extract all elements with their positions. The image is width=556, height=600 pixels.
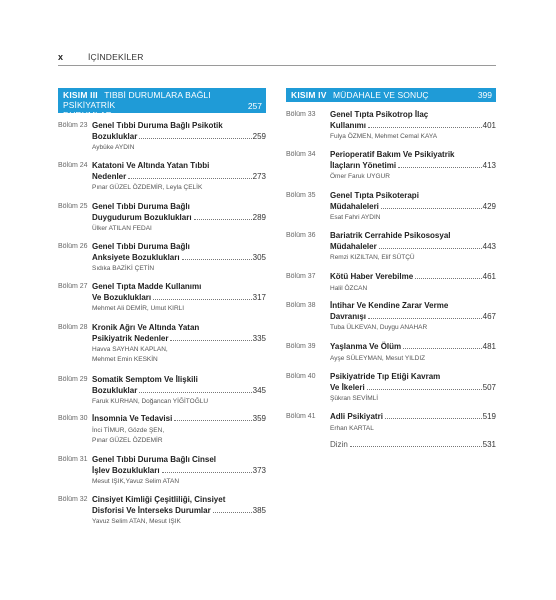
- chapter-number: Bölüm 35: [286, 192, 316, 199]
- chapter-number: Bölüm 34: [286, 151, 316, 158]
- chapter-title: [92, 242, 266, 263]
- chapter-title-line: Nedenler: [92, 171, 127, 181]
- dot-leader: [385, 418, 482, 419]
- part-4-title: MÜDAHALE VE SONUÇ: [332, 90, 429, 100]
- chapter-title: [92, 414, 266, 425]
- toc-column-right: [286, 88, 496, 449]
- chapter-title-line: Anksiyete Bozuklukları: [92, 252, 180, 262]
- chapter-page-number: 467: [482, 311, 496, 321]
- chapter-authors: Havva SAYHAN KAPLAN,: [92, 346, 168, 353]
- chapter-page-number: 461: [482, 272, 496, 281]
- chapter-title: [92, 202, 266, 223]
- part-4-heading[interactable]: [286, 88, 496, 102]
- chapter-title: [330, 231, 496, 252]
- chapter-title-line: Genel Tıbbi Duruma Bağlı Psikotik: [92, 121, 223, 130]
- chapter-authors: Halil ÖZCAN: [330, 284, 368, 292]
- index-page-number: 531: [482, 440, 496, 449]
- chapter-title: [330, 150, 496, 171]
- chapter-authors: Mehmet Ali DEMİR, Umut KIRLI: [92, 305, 185, 312]
- dot-leader: [350, 446, 482, 447]
- chapter-title: [330, 110, 496, 131]
- chapter-number: Bölüm 31: [58, 456, 88, 463]
- chapter-page-number: 259: [252, 131, 266, 141]
- chapter-title-line: Davranışı: [330, 311, 367, 321]
- chapter-page-number: 317: [252, 292, 266, 302]
- chapter-number: Bölüm 33: [286, 111, 316, 118]
- chapter-number: Bölüm 38: [286, 302, 316, 309]
- chapter-title-line: İnsomnia Ve Tedavisi: [92, 414, 173, 423]
- chapter-title: [330, 301, 496, 322]
- chapter-authors: Şükran SEVİMLİ: [330, 395, 379, 402]
- chapter-title-line: Perioperatif Bakım Ve Psikiyatrik: [330, 150, 455, 159]
- chapter-number: Bölüm 24: [58, 162, 88, 169]
- chapter-number: Bölüm 27: [58, 283, 88, 290]
- part-3-title-line1: TIBBİ DURUMLARA BAĞLI PSİKİYATRİK: [63, 90, 211, 110]
- chapter-title: [92, 323, 266, 344]
- chapter-title-line: Psikiyatrik Nedenler: [92, 333, 169, 343]
- part-3-label: KISIM III: [63, 90, 98, 100]
- chapter-title-line: Bariatrik Cerrahide Psikososyal: [330, 231, 451, 240]
- chapter-title-line: Müdahaleleri: [330, 201, 379, 211]
- dot-leader: [170, 340, 251, 341]
- chapter-authors: Mesut IŞIK,Yavuz Selim ATAN: [92, 478, 180, 485]
- chapter-number: Bölüm 41: [286, 413, 316, 420]
- chapter-authors: Fulya ÖZMEN, Mehmet Cemal KAYA: [330, 133, 438, 140]
- chapter-title-line: Kronik Ağrı Ve Altında Yatan: [92, 323, 200, 332]
- dot-leader: [398, 167, 482, 168]
- chapter-title: [330, 272, 496, 283]
- chapter-title-line: Somatik Semptom Ve İlişkili: [92, 375, 198, 384]
- chapter-number: Bölüm 23: [58, 122, 88, 129]
- part-3-title-line2: DURUMLAR: [63, 110, 112, 120]
- chapter-title-line: İlaçların Yönetimi: [330, 160, 397, 170]
- chapter-authors: Pınar GÜZEL ÖZDEMİR, Leyla ÇELİK: [92, 184, 203, 191]
- chapter-title-line: İntihar Ve Kendine Zarar Verme: [330, 301, 449, 310]
- chapter-page-number: 359: [252, 414, 266, 423]
- toc-column-left: [58, 88, 266, 525]
- chapter-page-number: 273: [252, 171, 266, 181]
- chapter-title-line: Duygudurum Bozuklukları: [92, 212, 192, 222]
- part-3-heading[interactable]: [58, 88, 266, 120]
- chapter-authors: Tuba ÜLKEVAN, Duygu ANAHAR: [330, 324, 428, 331]
- dot-leader: [368, 318, 482, 319]
- chapter-authors: Sıdıka BAZİKİ ÇETİN: [92, 265, 155, 272]
- dot-leader: [367, 389, 482, 390]
- chapter-number: Bölüm 36: [286, 232, 316, 239]
- chapter-title: [92, 121, 266, 142]
- part-3-page: 257: [247, 101, 262, 111]
- dot-leader: [139, 392, 251, 393]
- chapter-title: [92, 495, 266, 516]
- chapter-title: [92, 161, 266, 182]
- chapter-authors: Faruk KURHAN, Doğancan YİĞİTOĞLU: [92, 398, 209, 405]
- chapter-number: Bölüm 39: [286, 343, 316, 350]
- dot-leader: [182, 259, 252, 260]
- chapter-authors: Mehmet Emin KESKİN: [92, 356, 158, 363]
- chapter-authors: Remzi KIZILTAN, Elif SÜTÇÜ: [330, 254, 415, 261]
- chapter-page-number: 481: [482, 342, 496, 351]
- chapter-title: [92, 282, 266, 303]
- chapter-title-line: Müdahaleler: [330, 241, 377, 251]
- chapter-authors: Ömer Faruk UYGUR: [330, 173, 390, 180]
- chapter-number: Bölüm 40: [286, 373, 316, 380]
- chapter-title-line: Genel Tıpta Psikoterapi: [330, 191, 419, 200]
- chapter-authors: Yavuz Selim ATAN, Mesut IŞIK: [92, 518, 181, 525]
- chapter-page-number: 429: [482, 201, 496, 211]
- dot-leader: [128, 178, 251, 179]
- chapter-page-number: 443: [482, 241, 496, 251]
- chapter-page-number: 289: [252, 212, 266, 222]
- chapter-page-number: 305: [252, 252, 266, 262]
- chapter-title: [330, 412, 496, 423]
- chapter-title-line: Cinsiyet Kimliği Çeşitliliği, Cinsiyet: [92, 495, 226, 504]
- chapter-title-line: Genel Tıbbi Duruma Bağlı: [92, 242, 190, 251]
- chapter-number: Bölüm 25: [58, 203, 88, 210]
- dot-leader: [162, 472, 252, 473]
- chapter-authors: Erhan KARTAL: [330, 424, 374, 432]
- chapter-authors: Ülker ATILAN FEDAI: [92, 225, 152, 232]
- chapter-page-number: 413: [482, 160, 496, 170]
- page-number: x: [58, 52, 64, 62]
- chapter-number: Bölüm 37: [286, 273, 316, 280]
- chapter-page-number: 519: [482, 412, 496, 421]
- chapter-title-line: İşlev Bozuklukları: [92, 465, 160, 475]
- chapter-title: [330, 342, 496, 353]
- chapter-title: [92, 375, 266, 396]
- index-label: Dizin: [330, 440, 348, 449]
- header-title: İÇİNDEKİLER: [88, 52, 144, 62]
- dot-leader: [153, 299, 252, 300]
- chapter-authors: İnci TİMUR, Gözde ŞEN,: [92, 426, 165, 434]
- chapter-title-line: Yaşlanma Ve Ölüm: [330, 342, 402, 351]
- chapter-title-line: Adli Psikiyatri: [330, 412, 383, 421]
- chapter-title-line: Genel Tıbbi Duruma Bağlı: [92, 202, 190, 211]
- chapter-title: [92, 455, 266, 476]
- chapter-title-line: Bozukluklar: [92, 385, 138, 395]
- chapter-title-line: Ve Bozuklukları: [92, 292, 152, 302]
- chapter-number: Bölüm 26: [58, 243, 88, 250]
- dot-leader: [174, 420, 251, 421]
- chapter-title-line: Katatoni Ve Altında Yatan Tıbbi: [92, 161, 210, 170]
- chapter-number: Bölüm 29: [58, 376, 88, 383]
- chapter-title-line: Kullanımı: [330, 120, 367, 130]
- chapter-title-line: Genel Tıpta Madde Kullanımı: [92, 282, 202, 291]
- chapter-title-line: Kötü Haber Verebilme: [330, 272, 414, 281]
- chapter-number: Bölüm 32: [58, 496, 88, 503]
- dot-leader: [139, 138, 251, 139]
- chapter-title-line: Bozukluklar: [92, 131, 138, 141]
- chapter-page-number: 401: [482, 120, 496, 130]
- part-4-label: KISIM IV: [291, 90, 327, 100]
- page-header: [58, 50, 496, 66]
- chapter-page-number: 335: [252, 333, 266, 343]
- dot-leader: [368, 127, 482, 128]
- chapter-title-line: Ve İkeleri: [330, 382, 365, 392]
- chapter-title-line: Psikiyatride Tıp Etiği Kavram: [330, 372, 441, 381]
- chapter-page-number: 373: [252, 465, 266, 475]
- chapter-authors: Pınar GÜZEL ÖZDEMİR: [92, 436, 163, 444]
- dot-leader: [403, 348, 481, 349]
- dot-leader: [415, 278, 482, 279]
- chapter-page-number: 345: [252, 385, 266, 395]
- dot-leader: [381, 208, 482, 209]
- chapter-title-line: Disforisi Ve İnterseks Durumlar: [92, 505, 211, 515]
- chapter-title-line: Genel Tıbbi Duruma Bağlı Cinsel: [92, 455, 217, 464]
- chapter-number: Bölüm 28: [58, 324, 88, 331]
- chapter-title-line: Genel Tıpta Psikotrop İlaç: [330, 110, 429, 119]
- chapter-title: [330, 191, 496, 212]
- part-4-page: 399: [477, 90, 492, 100]
- chapter-authors: Ayşe SÜLEYMAN, Mesut YILDIZ: [330, 354, 426, 362]
- chapter-title: [330, 372, 496, 393]
- dot-leader: [379, 248, 482, 249]
- chapter-authors: Aybüke AYDIN: [92, 144, 135, 151]
- chapter-number: Bölüm 30: [58, 415, 88, 422]
- chapter-page-number: 385: [252, 505, 266, 515]
- dot-leader: [194, 219, 252, 220]
- chapter-page-number: 507: [482, 382, 496, 392]
- chapter-authors: Esat Fahri AYDIN: [330, 214, 381, 221]
- dot-leader: [213, 512, 252, 513]
